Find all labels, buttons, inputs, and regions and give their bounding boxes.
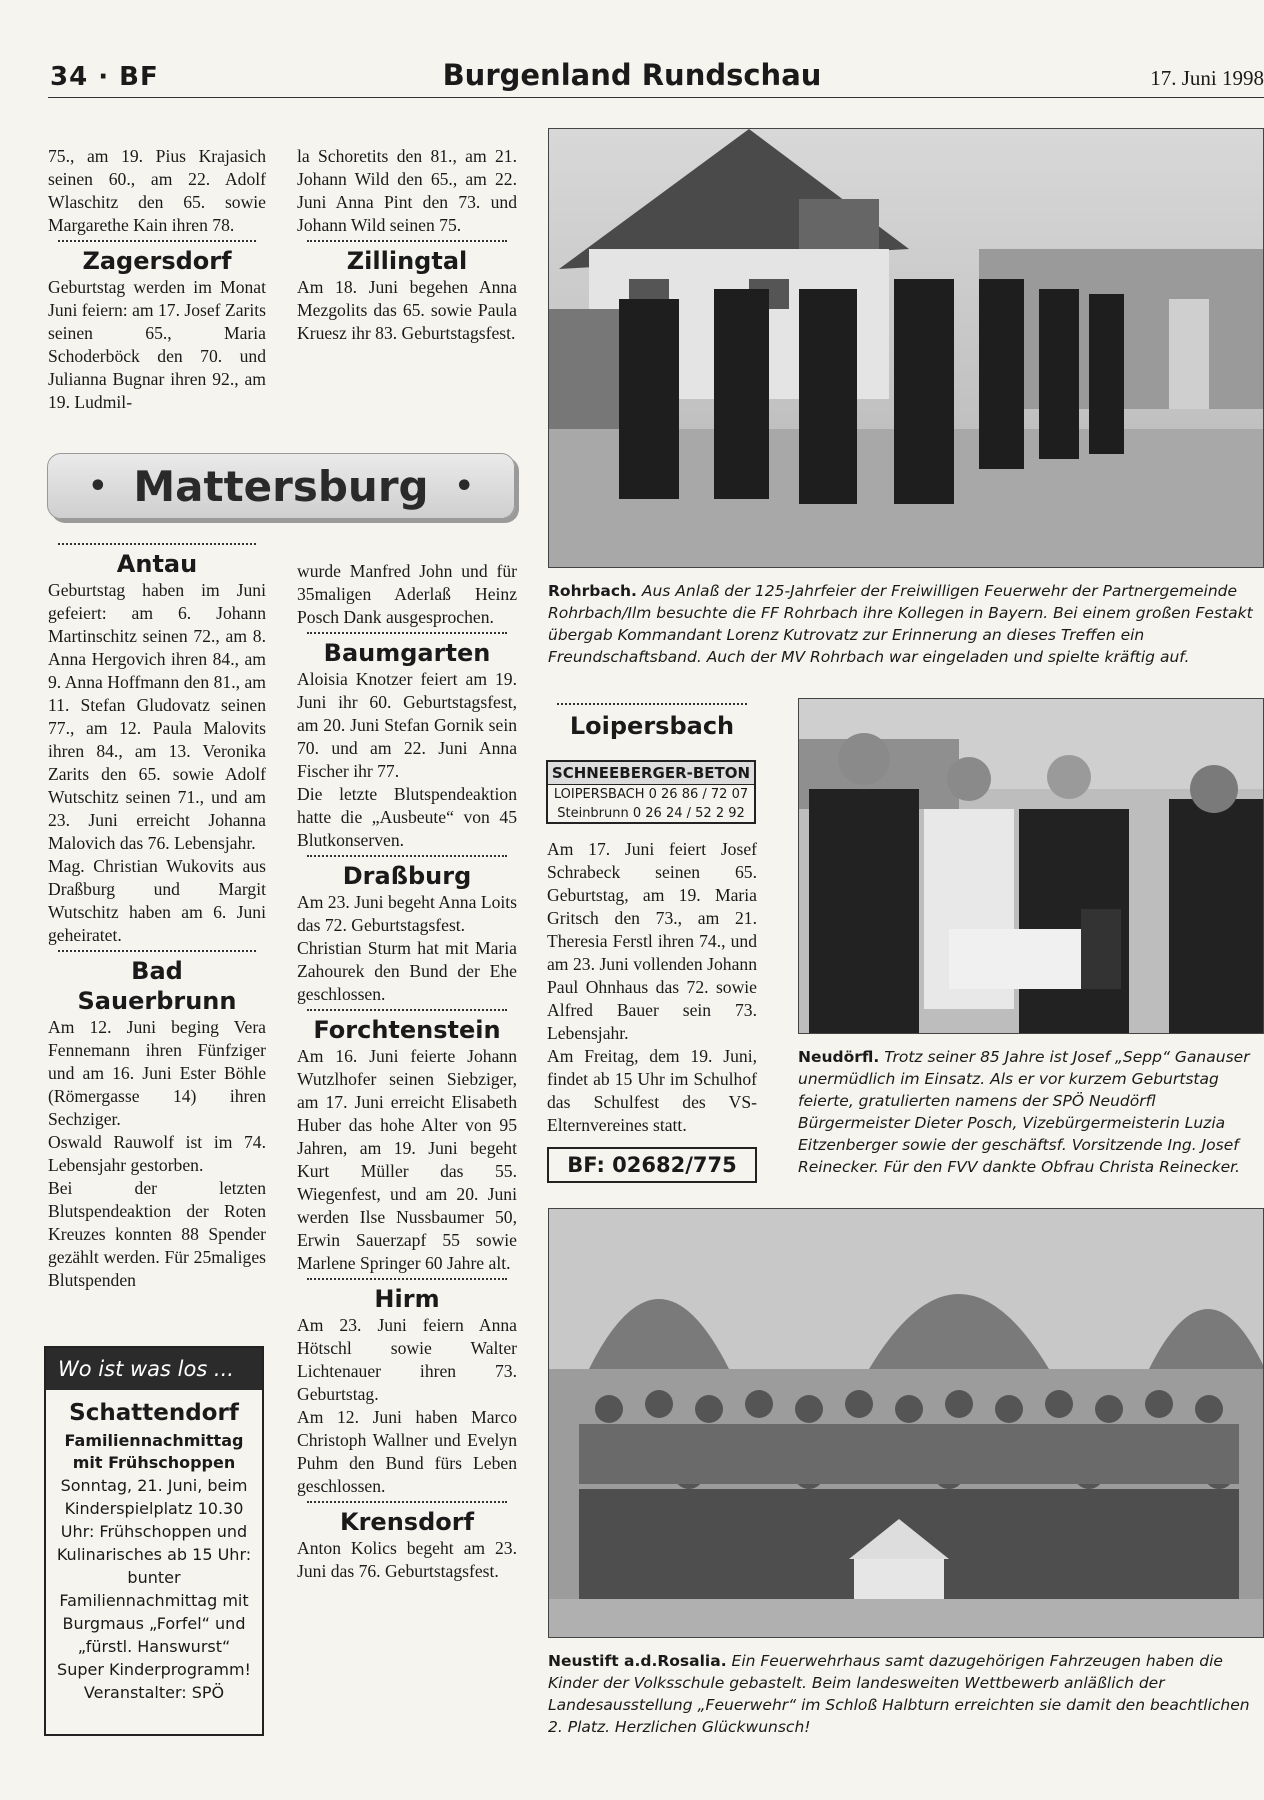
dotted-divider (307, 1278, 507, 1280)
dotted-divider (307, 855, 507, 857)
dotted-divider (557, 703, 747, 705)
antau-text-2: Mag. Christian Wukovits aus Draßburg und Margit Wutschitz haben am 6. Juni geheiratet. (48, 856, 266, 945)
section-heading-baumgarten: Baumgarten (323, 639, 491, 667)
section-heading-forchtenstein: Forchtenstein (313, 1016, 501, 1044)
antau-continued-text: wurde Manfred John und für 35maligen Aderlaß Heinz Posch Dank ausgesprochen. (297, 561, 517, 627)
section-heading-drassburg: Draßburg (342, 862, 472, 890)
events-box (44, 1346, 264, 1736)
column-1-top (48, 145, 266, 414)
hirm-text-2: Am 12. Juni haben Marco Christoph Wallner und Evelyn Puhm den Bund fürs Leben geschlossen. (297, 1407, 517, 1496)
caption-place: Rohrbach. (548, 582, 637, 600)
section-heading-antau: Antau (116, 550, 198, 578)
dotted-divider (58, 950, 256, 952)
class-photo-illustration (549, 1209, 1264, 1638)
banner-bullet: • (88, 468, 108, 504)
ad-phone-line-2: Steinbrunn 0 26 24 / 52 2 92 (557, 806, 745, 821)
hirm-text-1: Am 23. Juni feiern Anna Hötschl sowie Walter Lichtenauer ihren 73. Geburtstag. (297, 1315, 517, 1404)
zagersdorf-text: Geburtstag werden im Monat Juni feiern: am 17. Josef Zarits seinen 65., Maria Schoderböck den 70. und Julianna Bugnar ihren 92., am 19. Ludmil- (48, 277, 266, 412)
event-title: Familiennachmittag mit Frühschoppen (64, 1431, 244, 1472)
drassburg-text-1: Am 23. Juni begeht Anna Loits das 72. Geburtstagsfest. (297, 892, 517, 935)
section-heading-hirm: Hirm (374, 1285, 440, 1313)
banner-bullet: • (454, 468, 474, 504)
caption-place: Neustift a.d.Rosalia. (548, 1652, 727, 1670)
column-2-top (297, 145, 517, 345)
newspaper-title: Burgenland Rundschau (442, 58, 822, 92)
dotted-divider (307, 632, 507, 634)
section-heading-zillingtal: Zillingtal (346, 247, 468, 275)
group-photo-illustration (799, 699, 1264, 1034)
column-1 (48, 540, 266, 1292)
photo-neustift-class (548, 1208, 1264, 1638)
section-heading-loipersbach: Loipersbach (569, 712, 735, 740)
forchtenstein-text: Am 16. Juni feierte Johann Wutzlhofer seinen Siebziger, am 17. Juni erreicht Elisabeth Huber das hohe Alter von 95 Jahren, am 19. Juni begeht Kurt Müller das 55. Wiegenfest, und am 20. Juni werden Ilse Nussbaumer 50, Erwin Sauerzapf 55 sowie Marlene Springer 60 Jahre alt. (297, 1046, 517, 1273)
section-heading-bad-sauerbrunn: Bad Sauerbrunn (77, 957, 237, 1015)
advertisement-box (546, 760, 756, 824)
continued-text: 75., am 19. Pius Krajasich seinen 60., am 22. Adolf Wlaschitz den 65. sowie Margarethe Kain ihren 78. (48, 146, 266, 235)
event-details: Sonntag, 21. Juni, beim Kinderspielplatz 10.30 Uhr: Frühschoppen und Kulinarisches ab 15 Uhr: bunter Familiennachmittag mit Burgmaus „Forfel“ und „fürstl. Hanswurst“ Super Kinderprogramm! Veranstalter: SPÖ (56, 1476, 252, 1702)
caption-text: Ein Feuerwehrhaus samt dazugehörigen Fahrzeugen haben die Kinder der Volksschule gebastelt. Beim landesweiten Wettbewerb anläßlich der Landesausstellung „Feuerwehr“ im Schloß Halbturn erreichten sie damit den beachtlichen 2. Platz. Herzlichen Glückwunsch! (548, 1652, 1250, 1736)
header-rule (48, 97, 1264, 98)
page-number: 34 · BF (50, 62, 159, 92)
bad-sauerbrunn-text-2: Oswald Rauwolf ist im 74. Lebensjahr gestorben. (48, 1132, 266, 1175)
dotted-divider (307, 1501, 507, 1503)
region-banner (47, 453, 515, 519)
ad-company-name: SCHNEEBERGER-BETON (548, 762, 754, 785)
section-heading-zagersdorf: Zagersdorf (82, 247, 232, 275)
banner-title: Mattersburg (133, 461, 429, 511)
caption-neustift (548, 1650, 1264, 1738)
events-box-body (46, 1390, 262, 1710)
dotted-divider (58, 240, 256, 242)
caption-rohrbach (548, 580, 1264, 668)
caption-neudoerfl (798, 1046, 1264, 1178)
bad-sauerbrunn-text-3: Bei der letzten Blutspendeaktion der Roten Kreuzes konnten 88 Spender gezählt werden. Für 25maliges Blutspenden (48, 1178, 266, 1290)
zillingtal-text: Am 18. Juni begehen Anna Mezgolits das 65. sowie Paula Kruesz ihr 83. Geburtstagsfest. (297, 277, 517, 343)
loipersbach-text-2: Am Freitag, dem 19. Juni, findet ab 15 Uhr im Schulhof das Schulfest des VS-Elternvereines statt. (547, 1046, 757, 1135)
krensdorf-text: Anton Kolics begeht am 23. Juni das 76. Geburtstagsfest. (297, 1538, 517, 1581)
column-2 (297, 560, 517, 1583)
parade-photo-illustration (549, 129, 1264, 568)
caption-place: Neudörfl. (798, 1048, 880, 1066)
photo-rohrbach-parade (548, 128, 1264, 568)
column-3 (547, 700, 757, 741)
loipersbach-body (547, 838, 757, 1137)
event-place: Schattendorf (69, 1400, 239, 1426)
section-heading-krensdorf: Krensdorf (339, 1508, 475, 1536)
bad-sauerbrunn-text-1: Am 12. Juni beging Vera Fennemann ihren Fünfziger und am 16. Juni Ester Böhle (Römergasse 14) ihren Sechziger. (48, 1017, 266, 1129)
ad-phone-line-1: LOIPERSBACH 0 26 86 / 72 07 (553, 787, 749, 802)
loipersbach-text-1: Am 17. Juni feiert Josef Schrabeck seinen 65. Geburtstag, am 19. Maria Gritsch den 73., am 21. Theresia Ferstl ihren 74., und am 23. Juni vollenden Johann Paul Ohnhaus das 72. sowie Alfred Bauer sein 73. Lebensjahr. (547, 839, 757, 1043)
dotted-divider (307, 240, 507, 242)
caption-text: Trotz seiner 85 Jahre ist Josef „Sepp“ Ganauser unermüdlich im Einsatz. Als er vor kurzem Geburtstag feierte, gratulierten namens der SPÖ Neudörfl Bürgermeister Dieter Posch, Vizebürgermeisterin Luzia Eitzenberger sowie der geschäftsf. Vorsitzende Ing. Josef Reinecker. Für den FVV dankte Obfrau Christa Reinecker. (798, 1048, 1250, 1176)
drassburg-text-2: Christian Sturm hat mit Maria Zahourek den Bund der Ehe geschlossen. (297, 938, 517, 1004)
continued-text: la Schoretits den 81., am 21. Johann Wild den 65., am 22. Juni Anna Pint den 73. und Johann Wild seinen 75. (297, 146, 517, 235)
caption-text: Aus Anlaß der 125-Jahrfeier der Freiwilligen Feuerwehr der Partnergemeinde Rohrbach/Ilm besuchte die FF Rohrbach ihre Kollegen in Bayern. Bei einem großen Festakt übergab Kommandant Lorenz Kutrovatz zur Erinnerung an dieses Treffen ein Freundschaftsband. Auch der MV Rohrbach war eingeladen und spielte kräftig auf. (548, 582, 1253, 666)
phone-box: BF: 02682/775 (547, 1147, 757, 1183)
photo-neudoerfl-group (798, 698, 1264, 1034)
dotted-divider (58, 543, 256, 545)
dotted-divider (307, 1009, 507, 1011)
baumgarten-text-2: Die letzte Blutspendeaktion hatte die „Ausbeute“ von 45 Blutkonserven. (297, 784, 517, 850)
issue-date: 17. Juni 1998 (1150, 66, 1264, 90)
antau-text-1: Geburtstag haben im Juni gefeiert: am 6. Johann Martinschitz seinen 72., am 8. Anna Hergovich ihren 84., am 9. Anna Hoffmann den 81., am 11. Stefan Gludovatz seinen 77., am 12. Paula Malovits ihren 84., am 13. Veronika Zarits den 65. sowie Adolf Wutschitz seinen 71., und am 23. Juni erreicht Johanna Malovich das 76. Lebensjahr. (48, 580, 266, 853)
baumgarten-text-1: Aloisia Knotzer feiert am 19. Juni ihr 60. Geburtstagsfest, am 20. Juni Stefan Gornik sein 70. und am 22. Juni Anna Fischer ihr 77. (297, 669, 517, 781)
events-box-heading: Wo ist was los ... (46, 1348, 262, 1390)
